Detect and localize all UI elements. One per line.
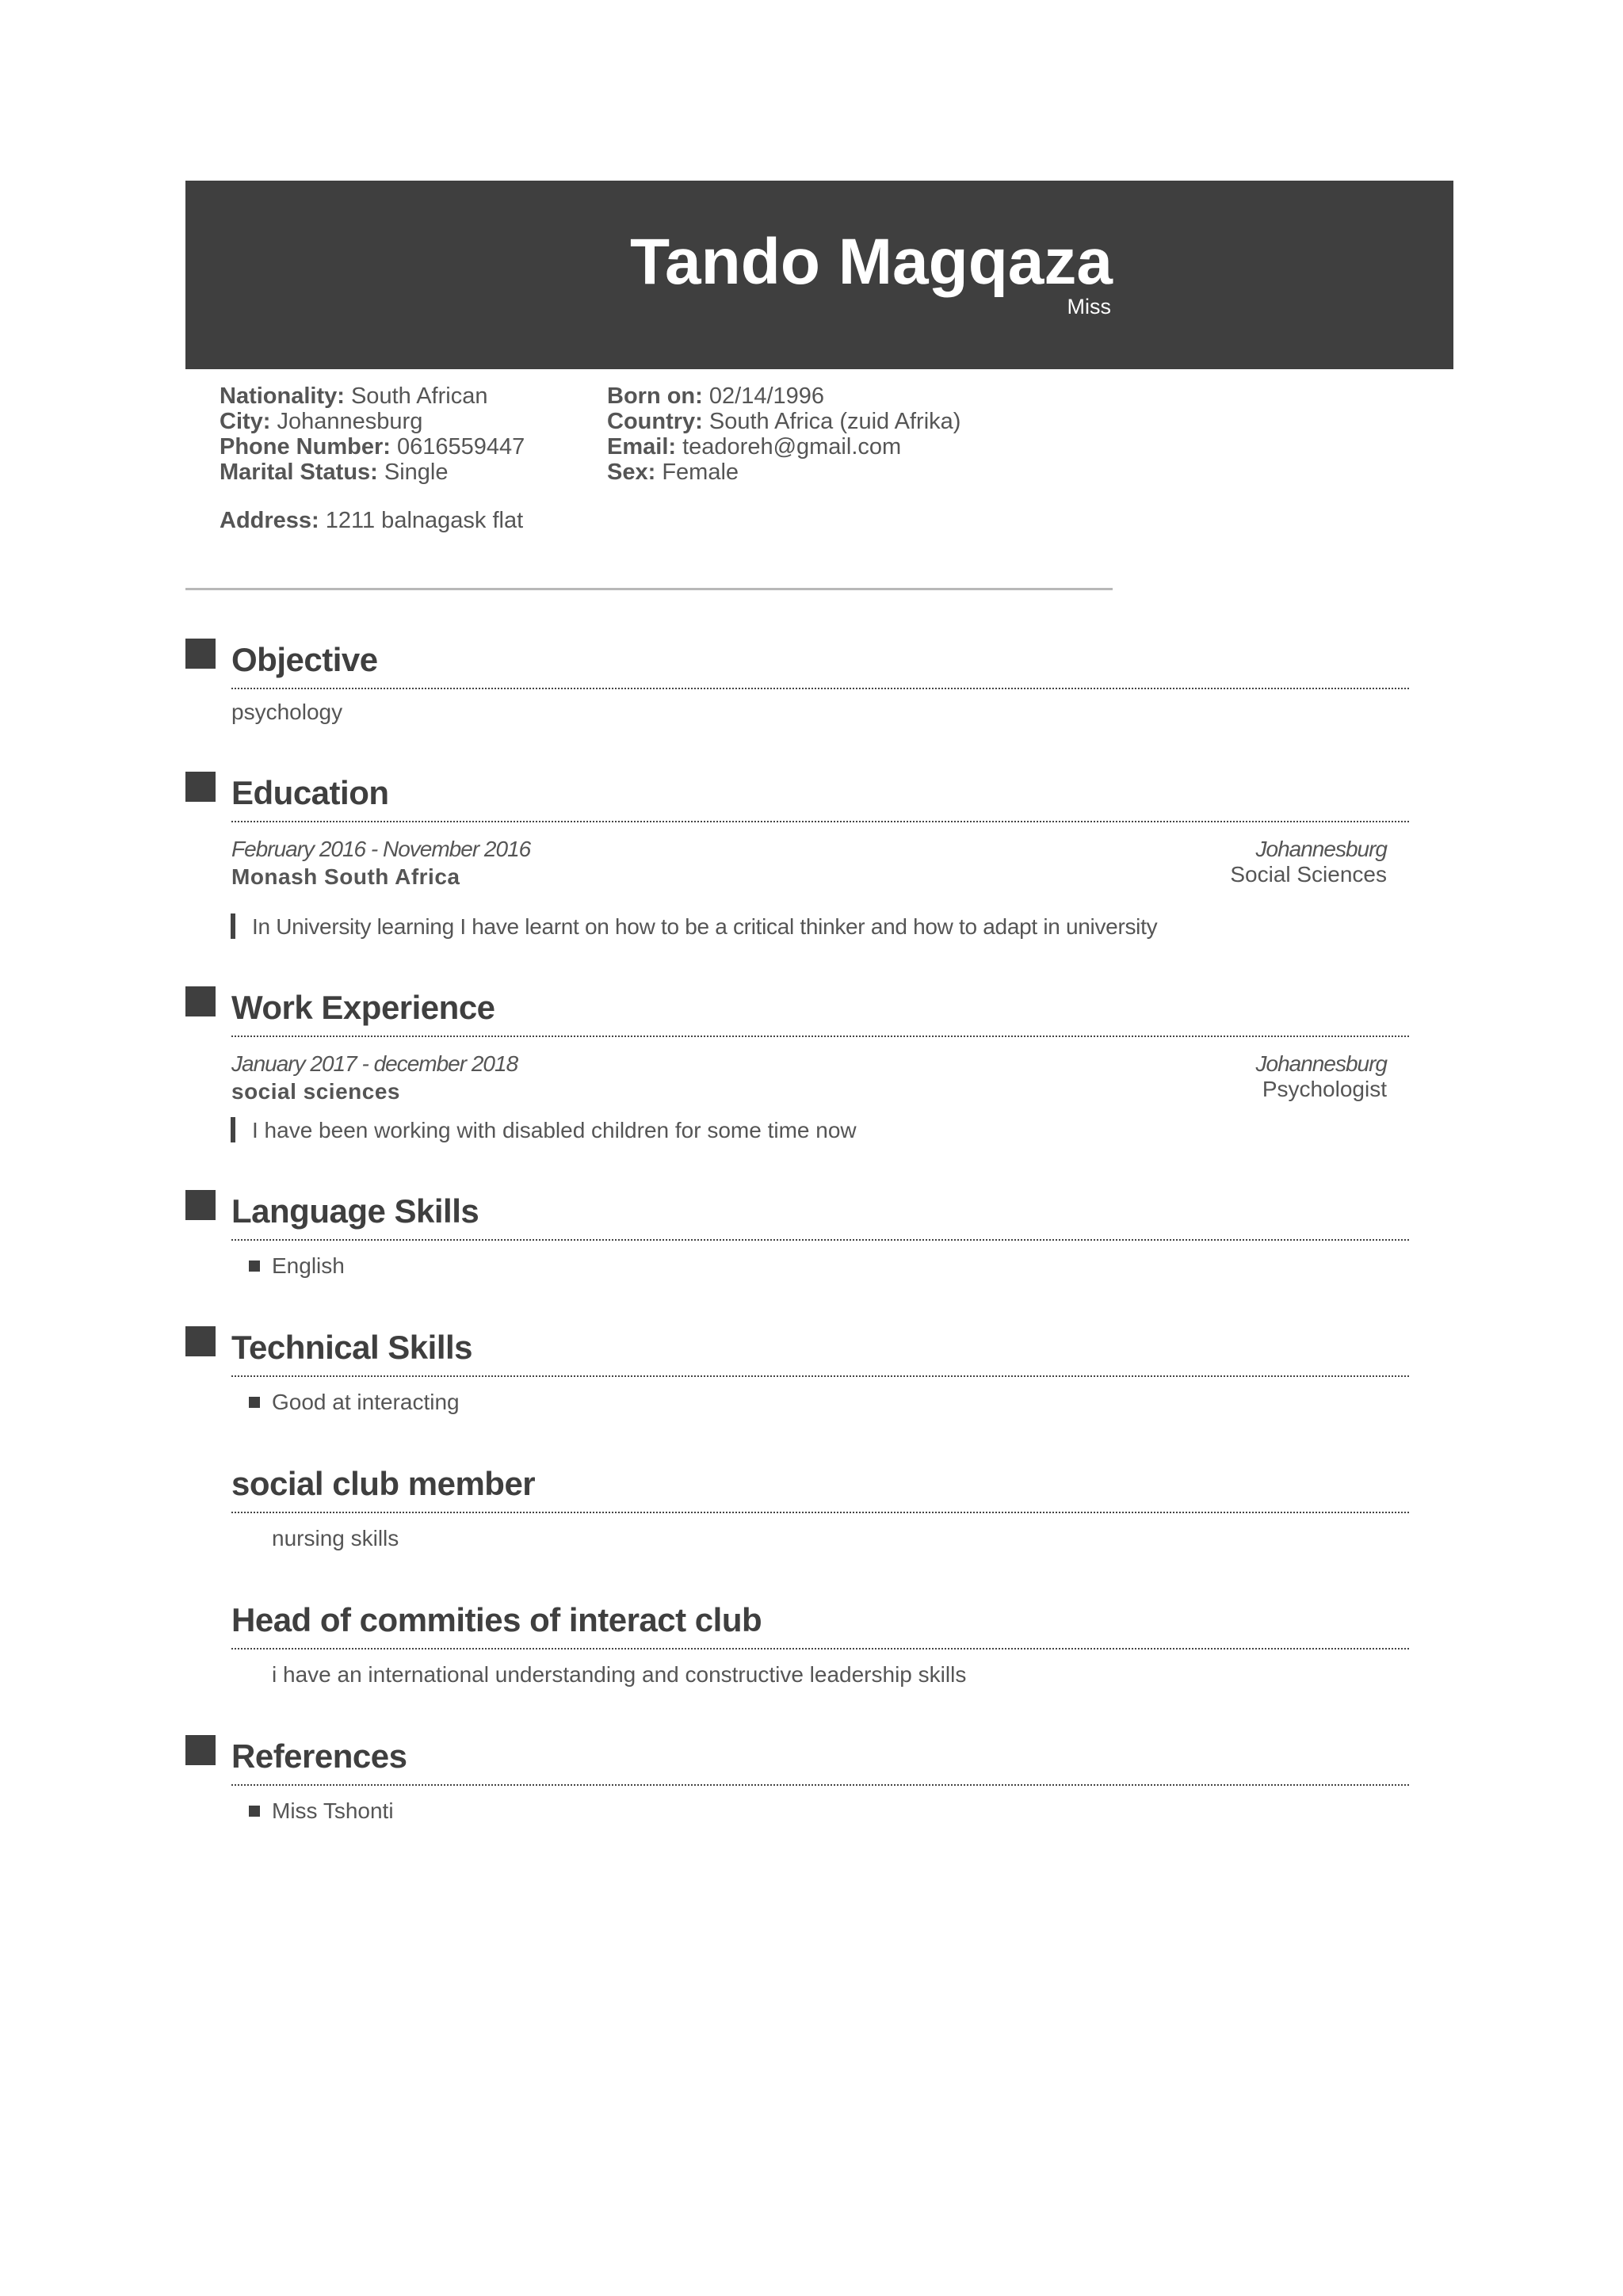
section-rule xyxy=(231,1239,1409,1241)
header-divider xyxy=(185,588,1113,590)
education-institution: Monash South Africa xyxy=(231,864,460,889)
work-role: Psychologist xyxy=(1262,1077,1387,1101)
candidate-name: Tando Magqaza xyxy=(630,226,1113,298)
section-marker-icon xyxy=(185,639,216,669)
references-heading: References xyxy=(231,1737,407,1775)
work-description: I have been working with disabled children for some time now xyxy=(252,1118,857,1142)
section-rule xyxy=(231,1035,1409,1037)
section-marker-icon xyxy=(185,1326,216,1356)
candidate-title: Miss xyxy=(1067,295,1111,318)
technical-heading: Technical Skills xyxy=(231,1329,473,1366)
section-rule xyxy=(231,1375,1409,1377)
bullet-icon xyxy=(249,1397,260,1408)
email-row: Email: teadoreh@gmail.com xyxy=(607,434,902,460)
country-row: Country: South Africa (zuid Afrika) xyxy=(607,409,961,434)
work-location: Johannesburg xyxy=(1255,1051,1387,1076)
work-heading: Work Experience xyxy=(231,989,495,1026)
personal-info-column-1 xyxy=(220,383,525,485)
education-heading: Education xyxy=(231,774,389,811)
language-item: English xyxy=(272,1253,345,1278)
city-row: City: Johannesburg xyxy=(220,409,423,434)
technical-item: Good at interacting xyxy=(272,1390,460,1414)
header-banner xyxy=(185,181,1453,369)
objective-heading: Objective xyxy=(231,641,378,678)
work-dates: January 2017 - december 2018 xyxy=(231,1051,518,1076)
social-club-text: nursing skills xyxy=(272,1526,399,1550)
description-bar xyxy=(231,1117,235,1142)
section-marker-icon xyxy=(185,772,216,802)
sex-row: Sex: Female xyxy=(607,460,739,485)
bullet-icon xyxy=(249,1806,260,1817)
head-commities-text: i have an international understanding and constructive leadership skills xyxy=(272,1662,967,1687)
section-rule xyxy=(231,688,1409,689)
education-field: Social Sciences xyxy=(1230,862,1387,887)
marital-row: Marital Status: Single xyxy=(220,460,449,485)
address-row: Address: 1211 balnagask flat xyxy=(220,508,524,533)
reference-item: Miss Tshonti xyxy=(272,1798,394,1823)
phone-row: Phone Number: 0616559447 xyxy=(220,434,525,460)
nationality-row: Nationality: South African xyxy=(220,383,488,409)
born-row: Born on: 02/14/1996 xyxy=(607,383,825,409)
education-location: Johannesburg xyxy=(1255,837,1387,861)
objective-text: psychology xyxy=(231,700,343,724)
section-marker-icon xyxy=(185,986,216,1016)
personal-info-column-2 xyxy=(607,383,960,485)
section-rule xyxy=(231,1648,1409,1650)
section-marker-icon xyxy=(185,1190,216,1220)
education-dates: February 2016 - November 2016 xyxy=(231,837,531,861)
section-rule xyxy=(231,1512,1409,1513)
bullet-icon xyxy=(249,1261,260,1272)
work-employer: social sciences xyxy=(231,1079,400,1104)
head-commities-heading: Head of commities of interact club xyxy=(231,1601,762,1638)
section-marker-icon xyxy=(185,1735,216,1765)
education-description: In University learning I have learnt on how to be a critical thinker and how to adapt in university xyxy=(252,914,1158,939)
section-rule xyxy=(231,1784,1409,1786)
social-club-heading: social club member xyxy=(231,1465,536,1502)
description-bar xyxy=(231,913,235,939)
section-rule xyxy=(231,821,1409,822)
languages-heading: Language Skills xyxy=(231,1192,479,1230)
